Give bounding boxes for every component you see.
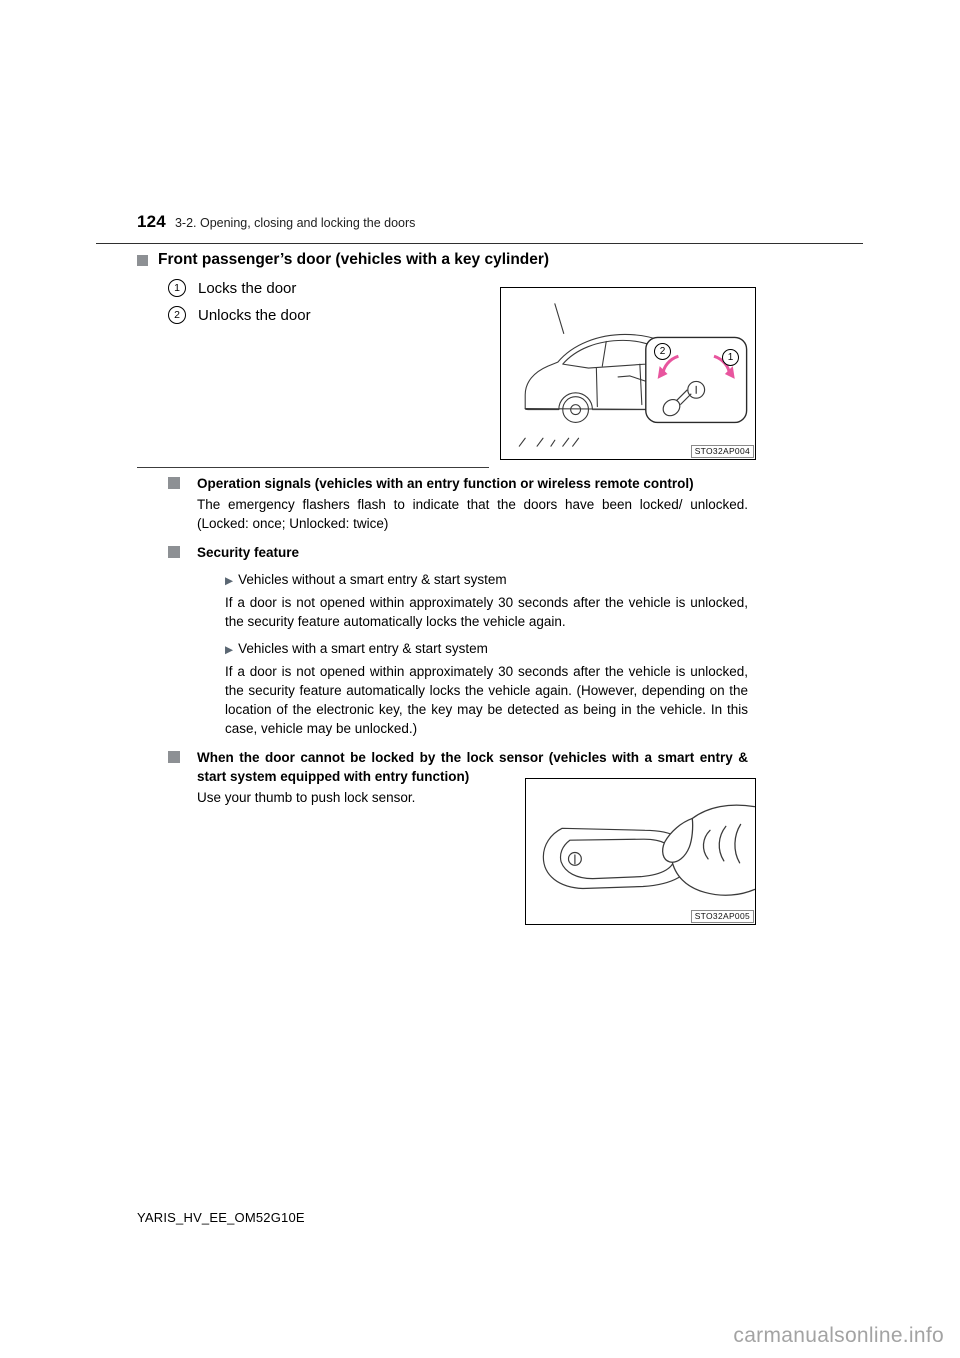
sub-body: If a door is not opened within approximately 30 seconds after the vehicle is unlocked, the security feature automatically locks the vehicle again. (225, 595, 748, 629)
note-body: Use your thumb to push lock sensor. (197, 790, 416, 805)
callout-1-icon: 1 (722, 349, 739, 366)
triangle-bullet-icon: ▶ (225, 644, 234, 656)
car-illustration (501, 288, 755, 459)
figure-code: STO32AP005 (691, 910, 754, 923)
square-bullet-icon (168, 477, 180, 489)
square-bullet-icon (168, 546, 180, 558)
figure-key-cylinder (500, 287, 756, 460)
note-title: Operation signals (vehicles with an entry function or wireless remote control) (197, 476, 694, 491)
note-security-feature (168, 543, 748, 738)
sub-body: If a door is not opened within approximately 30 seconds after the vehicle is unlocked, the security feature automatically locks the vehicle again. (However, depending on the location of the electronic key, the key may be detected as being in the vehicle. In this case, vehicle may be unlocked.) (225, 664, 748, 736)
hand-icon (663, 805, 755, 895)
step-item-1 (168, 279, 296, 297)
step-item-2-text: Unlocks the door (198, 306, 311, 324)
triangle-bullet-icon: ▶ (225, 575, 234, 587)
sub-item-with-smart-entry (225, 639, 748, 738)
document-code: YARIS_HV_EE_OM52G10E (137, 1210, 305, 1225)
section-heading-text: Front passenger’s door (vehicles with a key cylinder) (158, 251, 550, 268)
step-item-2 (168, 306, 311, 324)
sub-title-text: Vehicles with a smart entry & start system (238, 641, 488, 656)
hand-door-handle-illustration (526, 779, 755, 924)
circled-number-1-icon: 1 (168, 279, 186, 297)
notes-section (168, 474, 748, 807)
note-body: The emergency flashers flash to indicate that the doors have been locked/ unlocked. (Locked: once; Unlocked: twice) (197, 497, 748, 531)
section-heading (137, 251, 777, 269)
header-rule (96, 243, 863, 244)
page-header (137, 212, 415, 232)
chapter-title: 3-2. Opening, closing and locking the doors (174, 216, 416, 230)
callout-2-icon: 2 (654, 343, 671, 360)
sub-title-text: Vehicles without a smart entry & start system (238, 572, 507, 587)
page-number: 124 (137, 212, 166, 231)
watermark-text: carmanualsonline.info (733, 1324, 944, 1347)
note-title: When the door cannot be locked by the lock sensor (vehicles with a smart entry & start system equipped with entry function) (197, 750, 748, 784)
circled-number-2-icon: 2 (168, 306, 186, 324)
step-item-1-text: Locks the door (198, 279, 297, 297)
sub-item-without-smart-entry (225, 570, 748, 631)
note-title: Security feature (197, 545, 300, 560)
note-operation-signals (168, 474, 748, 533)
figure-lock-sensor (525, 778, 756, 925)
square-bullet-icon (168, 751, 180, 763)
square-bullet-icon (137, 255, 148, 266)
section-divider (137, 467, 489, 468)
figure-code: STO32AP004 (691, 445, 754, 458)
